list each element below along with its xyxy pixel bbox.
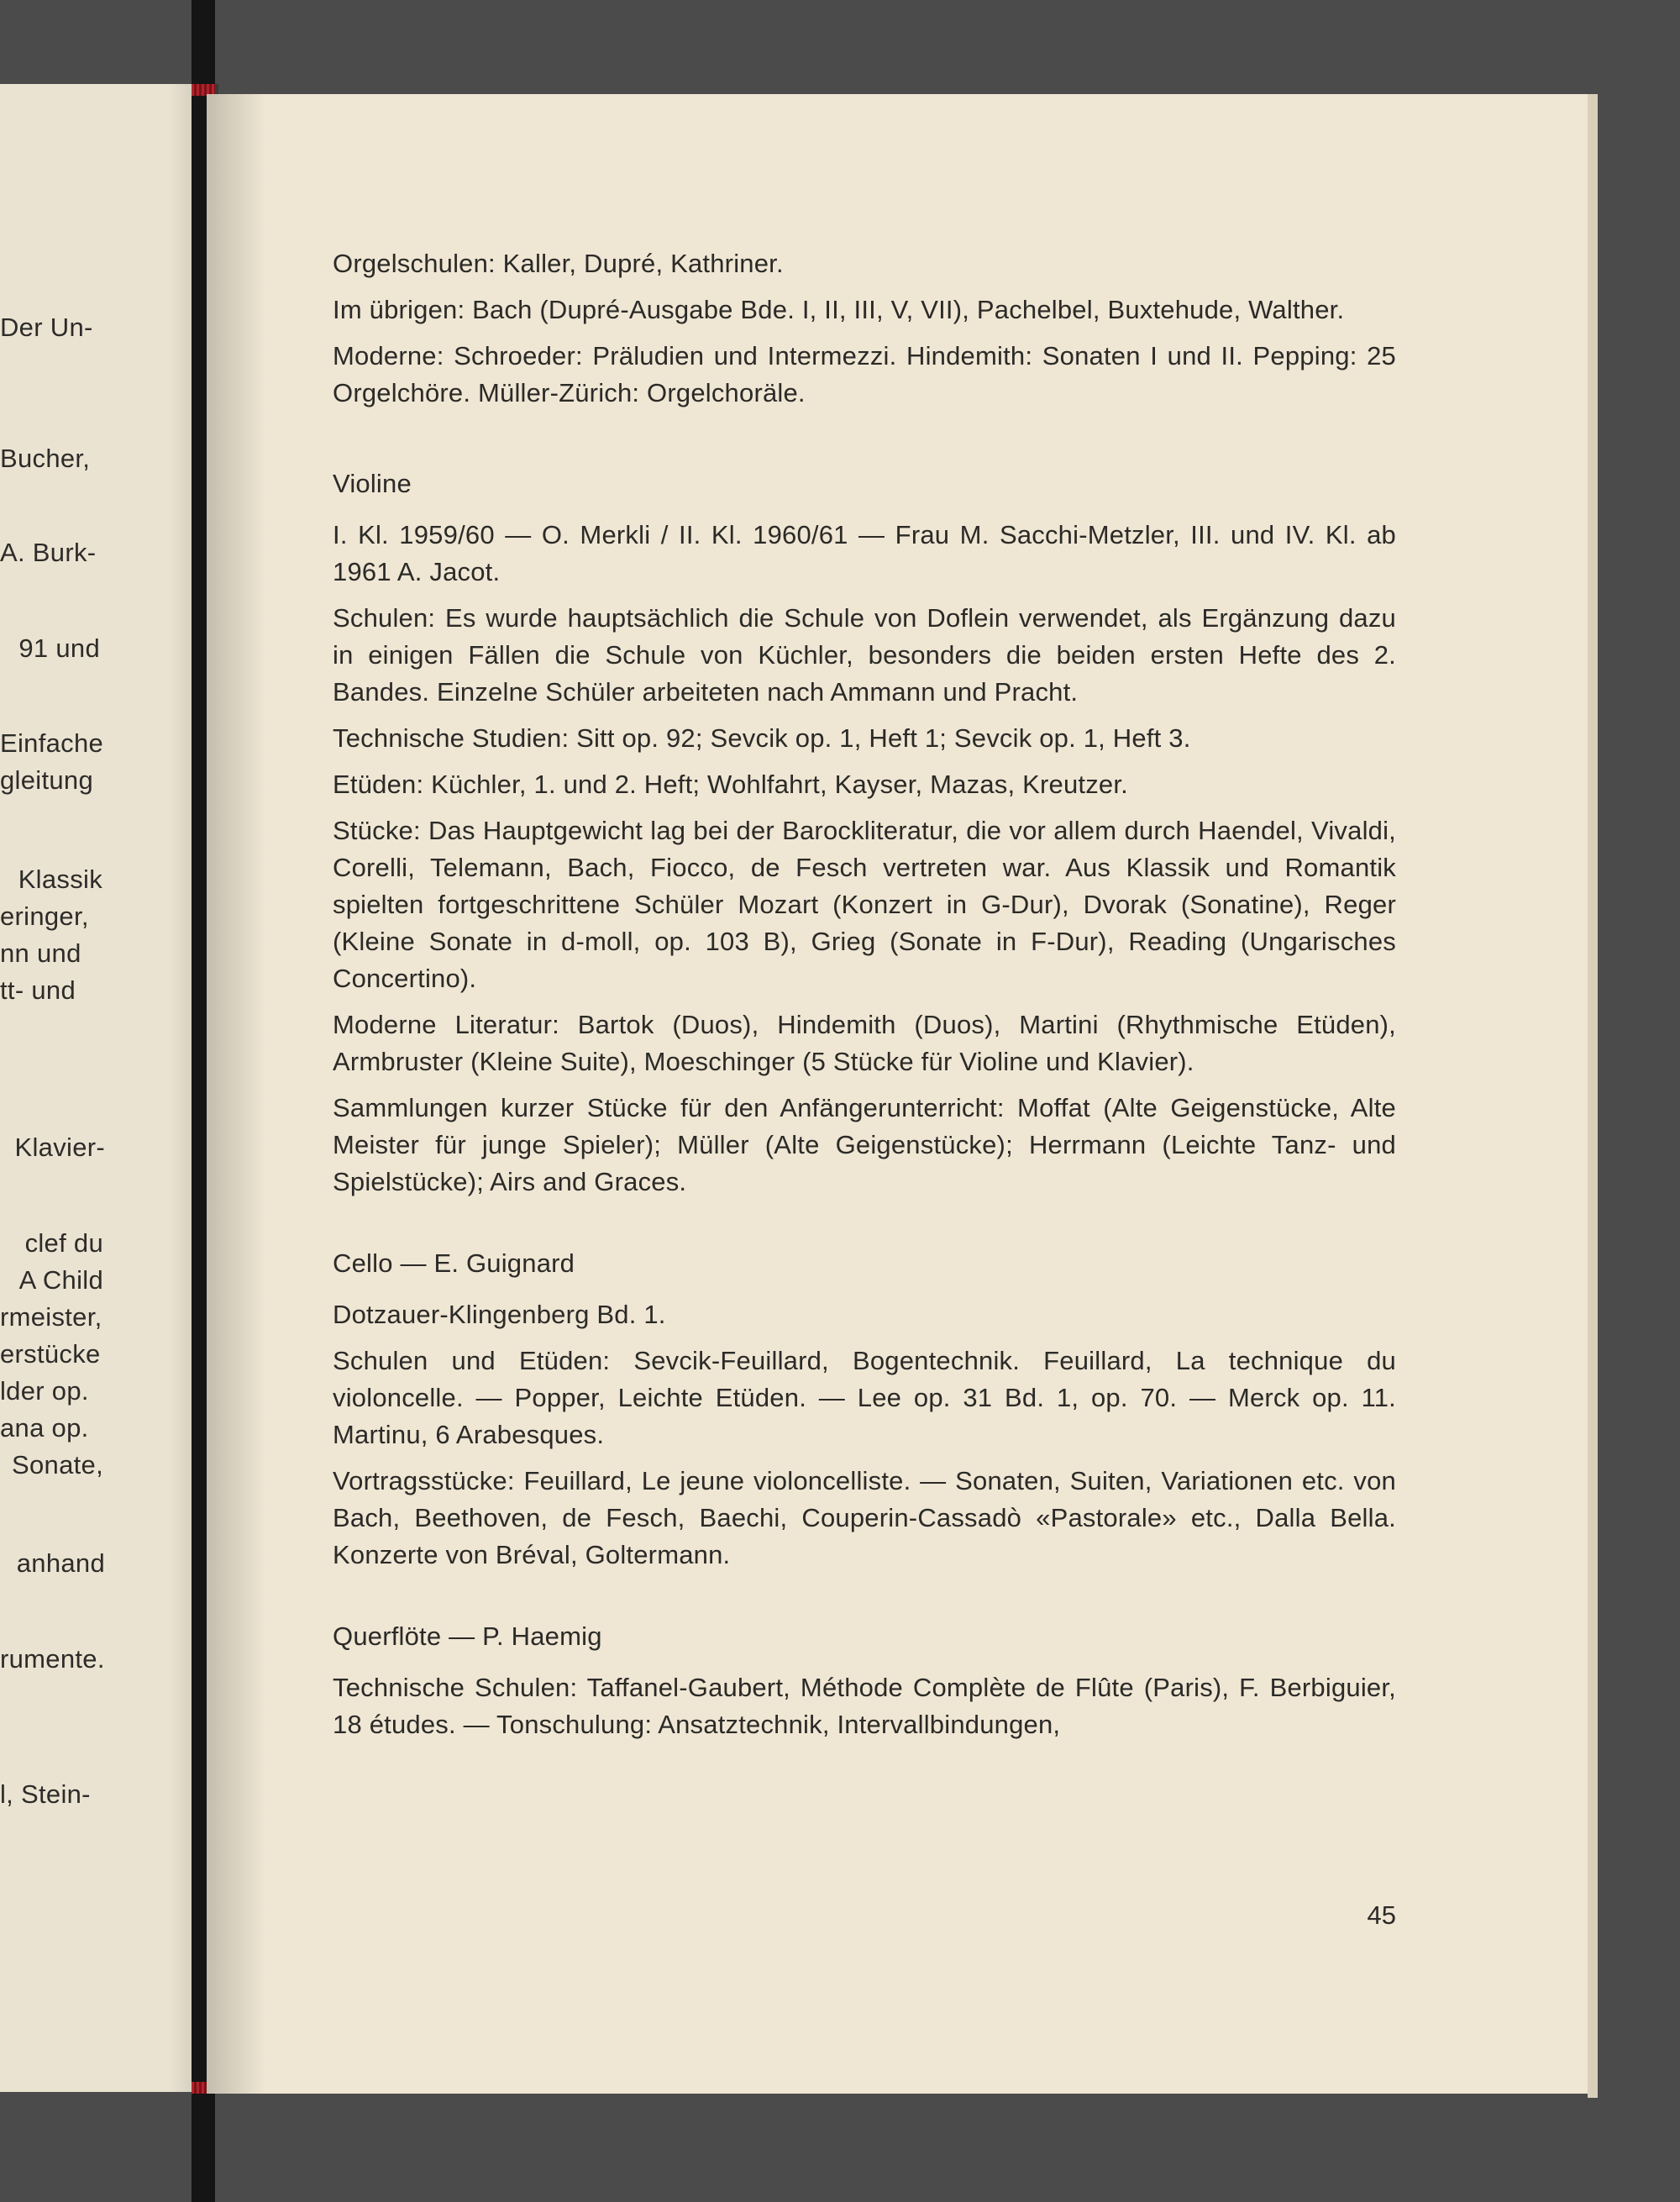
left-fragment: A Child [18, 1265, 103, 1295]
left-fragment: tt- und [0, 975, 76, 1005]
section-heading-cello: Cello — E. Guignard [333, 1248, 575, 1278]
left-fragment: rmeister, [0, 1302, 102, 1332]
intro-paragraph: Im übrigen: Bach (Dupré-Ausgabe Bde. I, II, III, V, VII), Pachelbel, Buxtehude, Walther. [333, 295, 1345, 324]
right-page-edge [1588, 94, 1598, 2098]
left-fragment: A. Burk- [0, 538, 97, 567]
cello-paragraph: Schulen und Etüden: Sevcik-Feuillard, Bogentechnik. Feuillard, La technique du violoncelle. — Popper, Leichte Etüden. — Lee op. 31 Bd. 1, op. 70. — Merck op. 11. Martinu, 6 Arabesques. [333, 1346, 1396, 1449]
violine-paragraph: Technische Studien: Sitt op. 92; Sevcik op. 1, Heft 1; Sevcik op. 1, Heft 3. [333, 723, 1191, 753]
intro-paragraph: Moderne: Schroeder: Präludien und Intermezzi. Hindemith: Sonaten I und II. Pepping: 25 Orgelchöre. Müller-Zürich: Orgelchoräle. [333, 341, 1396, 407]
left-fragment: Bucher, [0, 444, 91, 473]
left-fragment: Klassik [18, 865, 102, 894]
left-page-text [0, 0, 206, 2202]
section-heading-violine: Violine [333, 469, 412, 498]
intro-paragraph: Orgelschulen: Kaller, Dupré, Kathriner. [333, 249, 784, 278]
left-fragment: Einfache [0, 728, 104, 758]
cello-paragraph: Vortragsstücke: Feuillard, Le jeune violoncelliste. — Sonaten, Suiten, Variationen etc. von Bach, Beethoven, de Fesch, Baechi, Couperin-Cassadò «Pastorale» etc., Dalla Bella. Konzerte von Bréval, Goltermann. [333, 1466, 1396, 1569]
section-spacer [333, 421, 1396, 465]
left-fragment: rumente. [0, 1644, 105, 1674]
page-content [333, 245, 1396, 1753]
left-fragment: lder op. [0, 1376, 89, 1406]
left-fragment: clef du [24, 1228, 103, 1258]
right-page-gutter-shadow [207, 94, 265, 2094]
violine-paragraph: Moderne Literatur: Bartok (Duos), Hindemith (Duos), Martini (Rhythmische Etüden), Armbruster (Kleine Suite), Moeschinger (5 Stücke für Violine und Klavier). [333, 1010, 1396, 1076]
cello-paragraph: Dotzauer-Klingenberg Bd. 1. [333, 1300, 666, 1329]
section-spacer [333, 1210, 1396, 1245]
section-heading-querfloete: Querflöte — P. Haemig [333, 1621, 602, 1651]
violine-paragraph: Sammlungen kurzer Stücke für den Anfängerunterricht: Moffat (Alte Geigenstücke, Alte Meister für junge Spieler); Müller (Alte Geigenstücke); Herrmann (Leichte Tanz- und Spielstücke); Airs and Graces. [333, 1093, 1396, 1196]
left-fragment: ana op. [0, 1413, 89, 1443]
left-fragment: nn und [0, 938, 81, 968]
page-number: 45 [1367, 1900, 1396, 1930]
left-fragment: gleitung [0, 765, 93, 795]
left-fragment: 91 und [18, 633, 100, 663]
violine-paragraph: I. Kl. 1959/60 — O. Merkli / II. Kl. 1960/61 — Frau M. Sacchi-Metzler, III. und IV. Kl. ab 1961 A. Jacot. [333, 520, 1396, 586]
section-spacer [333, 1583, 1396, 1618]
left-fragment: l, Stein- [0, 1779, 91, 1809]
violine-paragraph: Schulen: Es wurde hauptsächlich die Schule von Doflein verwendet, als Ergänzung dazu in einigen Fällen die Schule von Küchler, besonders die beiden ersten Hefte des 2. Bandes. Einzelne Schüler arbeiteten nach Ammann und Pracht. [333, 603, 1396, 707]
left-fragment: Sonate, [12, 1450, 103, 1479]
left-fragment: Der Un- [0, 313, 93, 342]
left-fragment: eringer, [0, 901, 89, 931]
left-fragment: Klavier- [14, 1133, 105, 1162]
querfloete-paragraph: Technische Schulen: Taffanel-Gaubert, Méthode Complète de Flûte (Paris), F. Berbiguier, 18 études. — Tonschulung: Ansatztechnik, Intervallbindungen, [333, 1673, 1396, 1739]
left-fragment: anhand [16, 1548, 105, 1578]
violine-paragraph: Stücke: Das Hauptgewicht lag bei der Barockliteratur, die vor allem durch Haendel, Vivaldi, Corelli, Telemann, Bach, Fiocco, de Fesch vertreten war. Aus Klassik und Romantik spielten fortgeschrittene Schüler Mozart (Konzert in G-Dur), Dvorak (Sonatine), Reger (Kleine Sonate in d-moll, op. 103 B), Grieg (Sonate in F-Dur), Reading (Ungarisches Concertino). [333, 816, 1396, 993]
violine-paragraph: Etüden: Küchler, 1. und 2. Heft; Wohlfahrt, Kayser, Mazas, Kreutzer. [333, 770, 1128, 799]
left-fragment: erstücke [0, 1339, 101, 1369]
